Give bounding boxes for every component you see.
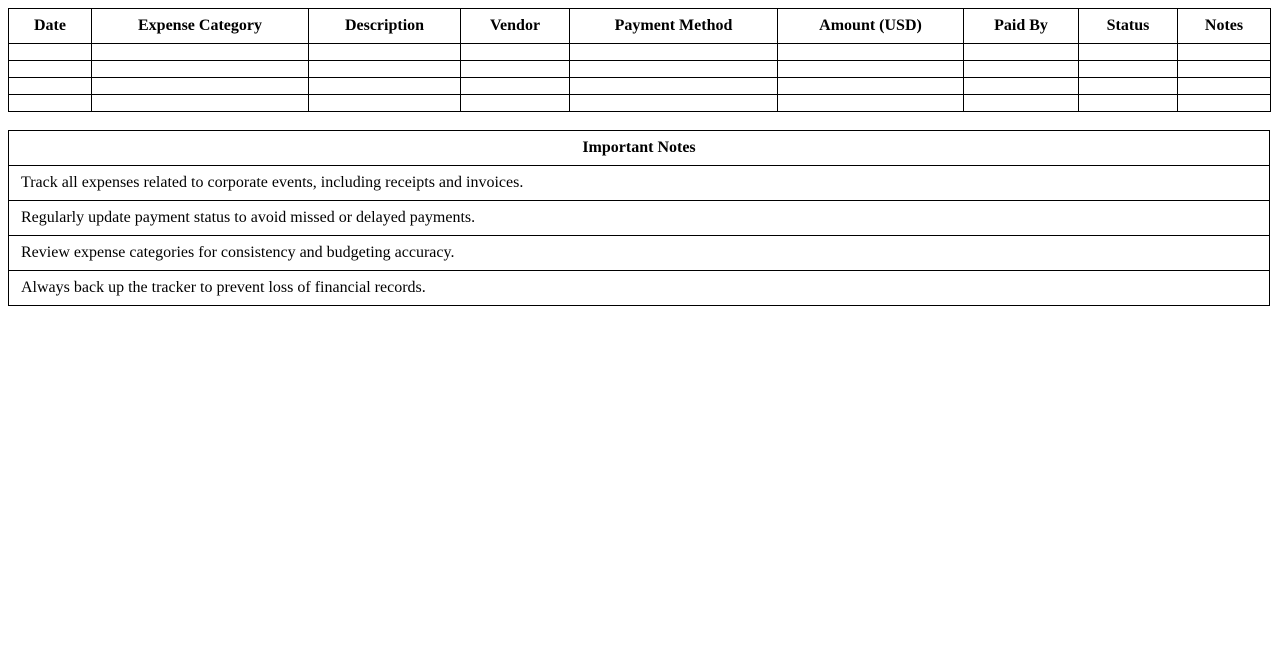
table-cell[interactable] xyxy=(309,44,461,61)
column-header-date: Date xyxy=(9,9,92,44)
table-row xyxy=(9,78,1271,95)
column-header-paid-by: Paid By xyxy=(964,9,1079,44)
table-cell[interactable] xyxy=(570,61,778,78)
table-cell[interactable] xyxy=(461,95,570,112)
note-row xyxy=(9,271,1270,306)
table-cell[interactable] xyxy=(1178,78,1271,95)
note-row xyxy=(9,166,1270,201)
table-cell[interactable] xyxy=(570,95,778,112)
table-cell[interactable] xyxy=(778,95,964,112)
table-cell[interactable] xyxy=(461,78,570,95)
table-row xyxy=(9,95,1271,112)
table-cell[interactable] xyxy=(1178,44,1271,61)
table-cell[interactable] xyxy=(570,78,778,95)
table-cell[interactable] xyxy=(570,44,778,61)
table-cell[interactable] xyxy=(92,61,309,78)
table-header-row xyxy=(9,9,1271,44)
table-cell[interactable] xyxy=(461,44,570,61)
table-row xyxy=(9,44,1271,61)
table-cell[interactable] xyxy=(9,95,92,112)
table-cell[interactable] xyxy=(1178,61,1271,78)
table-cell[interactable] xyxy=(92,95,309,112)
notes-title: Important Notes xyxy=(9,131,1270,166)
note-text: Regularly update payment status to avoid missed or delayed payments. xyxy=(9,201,1270,236)
column-header-amount: Amount (USD) xyxy=(778,9,964,44)
table-cell[interactable] xyxy=(309,95,461,112)
table-cell[interactable] xyxy=(1079,61,1178,78)
table-cell[interactable] xyxy=(309,61,461,78)
table-cell[interactable] xyxy=(778,44,964,61)
column-header-payment-method: Payment Method xyxy=(570,9,778,44)
table-cell[interactable] xyxy=(1079,78,1178,95)
expense-tracker-table xyxy=(8,8,1271,112)
table-cell[interactable] xyxy=(1079,44,1178,61)
table-row xyxy=(9,61,1271,78)
important-notes-table xyxy=(8,130,1270,306)
table-cell[interactable] xyxy=(964,61,1079,78)
column-header-status: Status xyxy=(1079,9,1178,44)
table-cell[interactable] xyxy=(778,78,964,95)
column-header-description: Description xyxy=(309,9,461,44)
column-header-expense-category: Expense Category xyxy=(92,9,309,44)
column-header-vendor: Vendor xyxy=(461,9,570,44)
note-text: Always back up the tracker to prevent loss of financial records. xyxy=(9,271,1270,306)
table-cell[interactable] xyxy=(461,61,570,78)
table-cell[interactable] xyxy=(964,78,1079,95)
table-cell[interactable] xyxy=(964,95,1079,112)
notes-header-row xyxy=(9,131,1270,166)
table-cell[interactable] xyxy=(92,44,309,61)
table-cell[interactable] xyxy=(778,61,964,78)
table-cell[interactable] xyxy=(9,61,92,78)
column-header-notes: Notes xyxy=(1178,9,1271,44)
note-row xyxy=(9,201,1270,236)
table-cell[interactable] xyxy=(964,44,1079,61)
table-cell[interactable] xyxy=(92,78,309,95)
table-cell[interactable] xyxy=(9,44,92,61)
table-cell[interactable] xyxy=(1079,95,1178,112)
table-cell[interactable] xyxy=(9,78,92,95)
note-text: Review expense categories for consistency and budgeting accuracy. xyxy=(9,236,1270,271)
table-cell[interactable] xyxy=(1178,95,1271,112)
note-text: Track all expenses related to corporate events, including receipts and invoices. xyxy=(9,166,1270,201)
note-row xyxy=(9,236,1270,271)
table-cell[interactable] xyxy=(309,78,461,95)
